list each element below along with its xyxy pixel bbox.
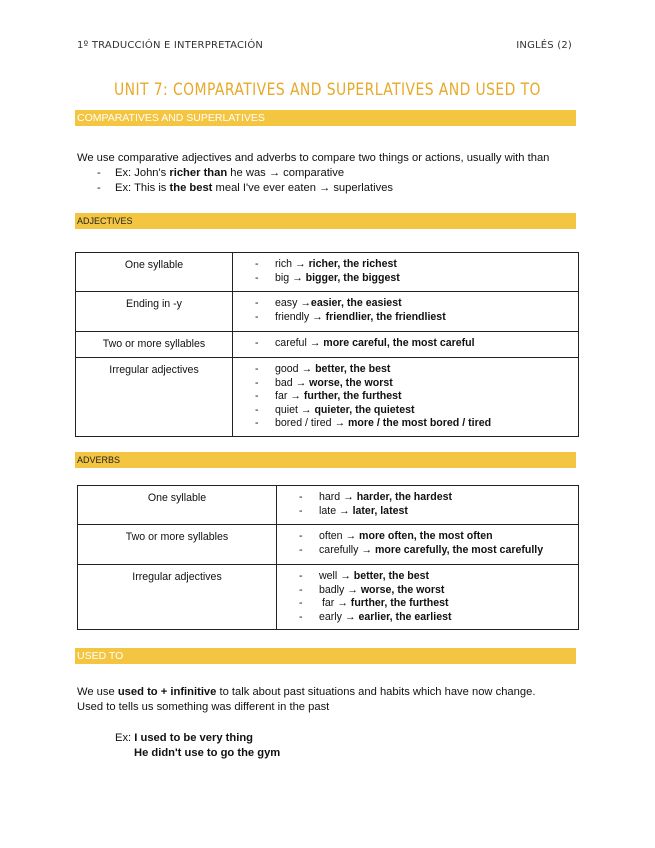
header-right: INGLÉS (2) xyxy=(516,40,572,51)
row-items xyxy=(277,565,579,630)
row-label: One syllable xyxy=(76,253,233,292)
row-items xyxy=(233,292,579,332)
section-adverbs-heading: ADVERBS xyxy=(75,452,576,468)
list-item: - good → better, the best xyxy=(255,363,391,375)
list-item: - early → earlier, the earliest xyxy=(299,610,452,623)
dash: - xyxy=(97,167,101,179)
used-to-paragraph-2: Used to tells us something was different in the past xyxy=(77,701,330,713)
list-item: - often → more often, the most often xyxy=(299,530,493,542)
used-to-example-2: He didn't use to go the gym xyxy=(134,747,281,759)
used-to-paragraph-1: We use used to + infinitive to talk about past situations and habits which have now change. xyxy=(77,686,536,698)
section-adjectives-heading: ADJECTIVES xyxy=(75,213,576,229)
row-items xyxy=(277,486,579,525)
adverbs-table xyxy=(77,485,579,630)
list-item: - bad → worse, the worst xyxy=(255,376,393,389)
table-row xyxy=(78,525,579,565)
intro-example-1: - Ex: John's richer than he was → comparative xyxy=(97,167,345,179)
table-row xyxy=(76,292,579,332)
list-item: - bored / tired → more / the most bored / tired xyxy=(255,417,492,429)
list-item: - well → better, the best xyxy=(299,570,430,582)
row-items xyxy=(233,332,579,358)
page-title: UNIT 7: COMPARATIVES AND SUPERLATIVES AND USED TO xyxy=(114,80,541,100)
table-row xyxy=(76,253,579,292)
list-item: - careful → more careful, the most careful xyxy=(255,337,475,349)
header-left: 1º TRADUCCIÓN E INTERPRETACIÓN xyxy=(77,40,264,51)
adjectives-table xyxy=(75,252,579,437)
list-item: - rich → richer, the richest xyxy=(255,258,397,270)
dash: - xyxy=(97,182,101,194)
intro-text: We use comparative adjectives and adverbs to compare two things or actions, usually with than xyxy=(77,152,550,164)
table-row xyxy=(76,332,579,358)
list-item: - late → later, latest xyxy=(299,504,408,517)
row-label: Two or more syllables xyxy=(78,525,277,565)
intro-example-2: - Ex: This is the best meal I've ever eaten → superlatives xyxy=(97,182,394,194)
row-label: Two or more syllables xyxy=(76,332,233,358)
list-item: - quiet → quieter, the quietest xyxy=(255,403,415,416)
row-items xyxy=(233,253,579,292)
row-items xyxy=(277,525,579,565)
list-item: - badly → worse, the worst xyxy=(299,583,445,596)
list-item: - carefully → more carefully, the most carefully xyxy=(299,543,544,556)
list-item: - far → further, the furthest xyxy=(255,390,402,402)
used-to-example-1: Ex: I used to be very thing xyxy=(115,732,254,744)
list-item: - hard → harder, the hardest xyxy=(299,491,453,503)
table-row xyxy=(76,358,579,437)
table-row xyxy=(78,486,579,525)
section-comparatives-heading: COMPARATIVES AND SUPERLATIVES xyxy=(75,110,576,126)
row-label: Irregular adjectives xyxy=(76,358,233,437)
table-row xyxy=(78,565,579,630)
row-items xyxy=(233,358,579,437)
row-label: Irregular adjectives xyxy=(78,565,277,630)
list-item: - easy →easier, the easiest xyxy=(255,297,402,309)
section-used-to-heading: USED TO xyxy=(75,648,576,664)
list-item: - big → bigger, the biggest xyxy=(255,271,400,284)
list-item: - friendly → friendlier, the friendliest xyxy=(255,310,446,323)
row-label: One syllable xyxy=(78,486,277,525)
row-label: Ending in -y xyxy=(76,292,233,332)
list-item: - far → further, the furthest xyxy=(299,597,449,609)
